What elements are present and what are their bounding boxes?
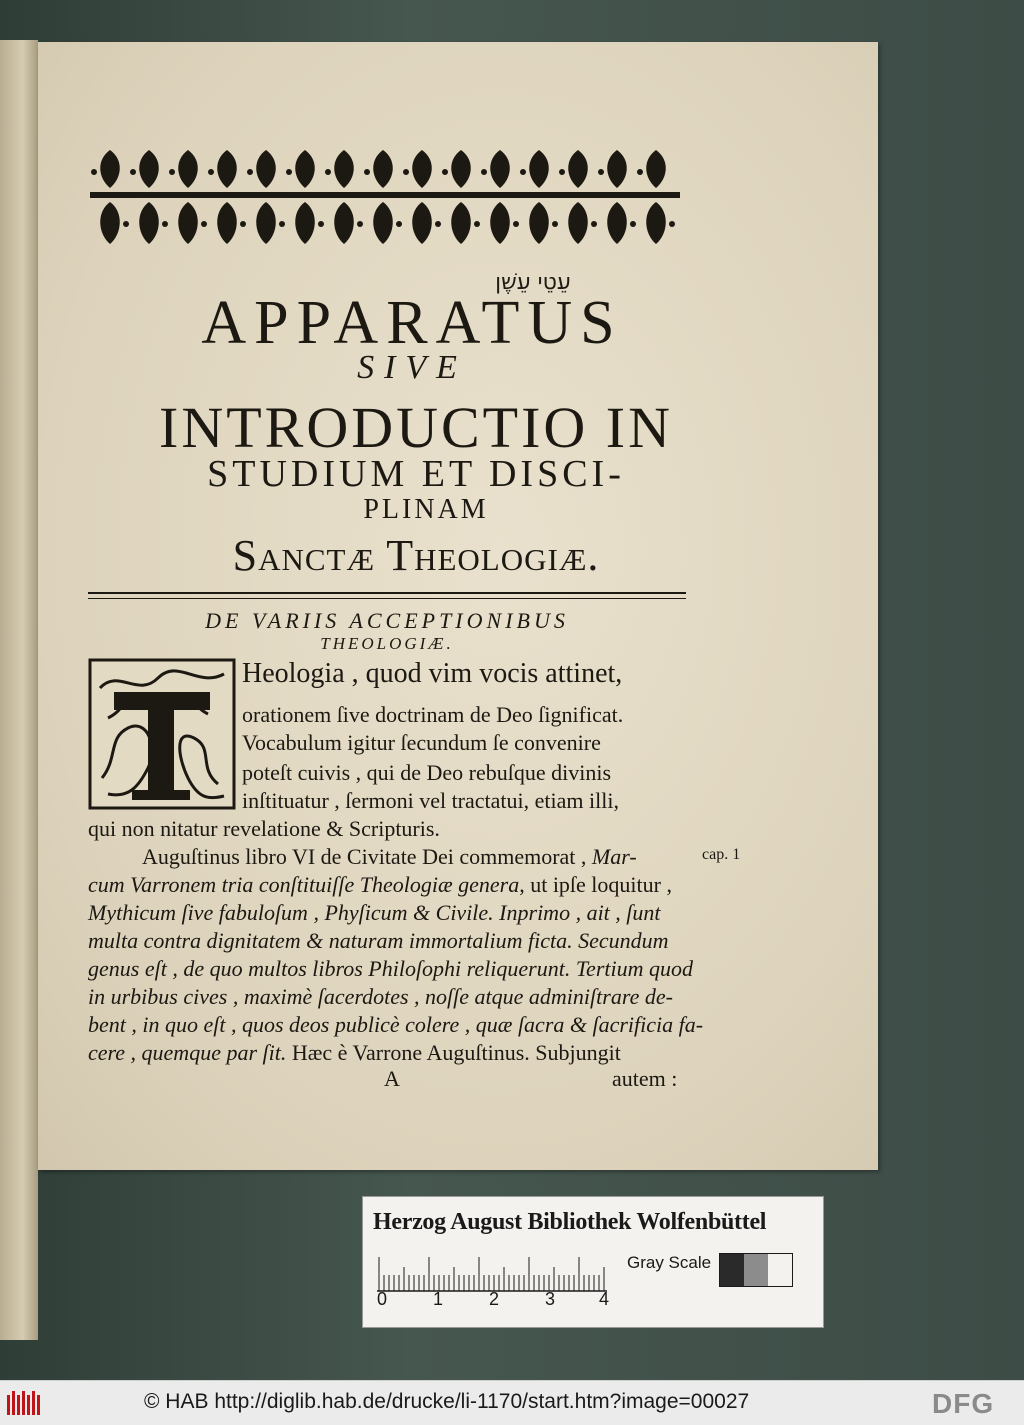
- para2-line-6: in urbibus cives , maximè ſacerdotes , noſſe atque adminiſtrare de-: [88, 984, 673, 1009]
- decorated-initial-t: [88, 658, 236, 810]
- viewer-footer: [0, 1380, 1024, 1425]
- text-line-5: inſtituatur , ſermoni vel tractatui, etiam illi,: [242, 788, 619, 813]
- signature-mark: A: [384, 1066, 400, 1091]
- hab-barcode-icon[interactable]: [6, 1389, 42, 1417]
- para2-line-5: genus eſt , de quo multos libros Philoſophi reliquerunt. Tertium quod: [88, 956, 693, 981]
- text-line-6: qui non nitatur revelatione & Scripturis.: [88, 816, 440, 841]
- copyright-link[interactable]: © HAB http://diglib.hab.de/drucke/li-1170/start.htm?image=00027: [144, 1390, 750, 1413]
- section-heading: DE VARIIS ACCEPTIONIBUS: [205, 608, 569, 633]
- ruler-number-1: 1: [433, 1289, 444, 1309]
- ruler-number-0: 0: [377, 1289, 388, 1309]
- swatch-mid: [744, 1254, 768, 1286]
- title-plinam: PLINAM: [363, 494, 489, 525]
- title-sive: SIVE: [357, 349, 467, 386]
- title-studium: STUDIUM ET DISCI-: [207, 453, 625, 495]
- section-heading-sub: THEOLOGIÆ.: [320, 634, 454, 653]
- ruler-number-4: 4: [599, 1289, 610, 1309]
- para2-line-3: Mythicum ſive fabuloſum , Phyſicum & Civile. Inprimo , ait , ſunt: [88, 900, 661, 925]
- ruler-number-3: 3: [545, 1289, 556, 1309]
- library-name: Herzog August Bibliothek Wolfenbüttel: [373, 1209, 767, 1235]
- hebrew-title: עֵטֵי עֵשֶׁן: [495, 270, 571, 295]
- gray-scale-label: Gray Scale: [627, 1253, 712, 1272]
- para2-line-2: cum Varronem tria conſtituiſſe Theologiæ genera, ut ipſe loquitur ,: [88, 872, 672, 897]
- swatch-light: [768, 1254, 792, 1286]
- para2-line-8: cere , quemque par ſit. Hæc è Varrone Auguſtinus. Subjungit: [88, 1040, 621, 1065]
- library-scale-label: [362, 1196, 824, 1328]
- title-rule: [88, 592, 686, 599]
- catchword: autem :: [612, 1066, 678, 1091]
- text-line-1: Heologia , quod vim vocis attinet,: [242, 658, 623, 689]
- text-line-2: orationem ſive doctrinam de Deo ſignificat.: [242, 702, 624, 727]
- para2-line-4: multa contra dignitatem & naturam immortalium ficta. Secundum: [88, 928, 669, 953]
- text-line-3: Vocabulum igitur ſecundum ſe convenire: [242, 730, 601, 755]
- previous-page-edge: [0, 40, 38, 1340]
- title-apparatus: APPARATUS: [201, 289, 623, 357]
- para2-line-1: Auguſtinus libro VI de Civitate Dei commemorat , Mar-: [142, 844, 637, 869]
- title-theologiae: Sanctæ Theologiæ.: [232, 531, 600, 580]
- text-line-4: poteſt cuivis , qui de Deo rebuſque divinis: [242, 760, 612, 785]
- ornament-band: [90, 142, 680, 252]
- ruler-scale: [377, 1253, 607, 1293]
- title-introductio: INTRODUCTIO IN: [159, 395, 673, 460]
- para2-line-7: bent , in quo eſt , quos deos publicè colere , quæ ſacra & ſacrificia fa-: [88, 1012, 704, 1037]
- dfg-logo: DFG: [932, 1388, 995, 1419]
- margin-note: cap. 1: [702, 846, 741, 863]
- book-page: [38, 42, 878, 1170]
- ruler-number-2: 2: [489, 1289, 500, 1309]
- gray-scale-swatches: [719, 1253, 793, 1287]
- swatch-dark: [720, 1254, 744, 1286]
